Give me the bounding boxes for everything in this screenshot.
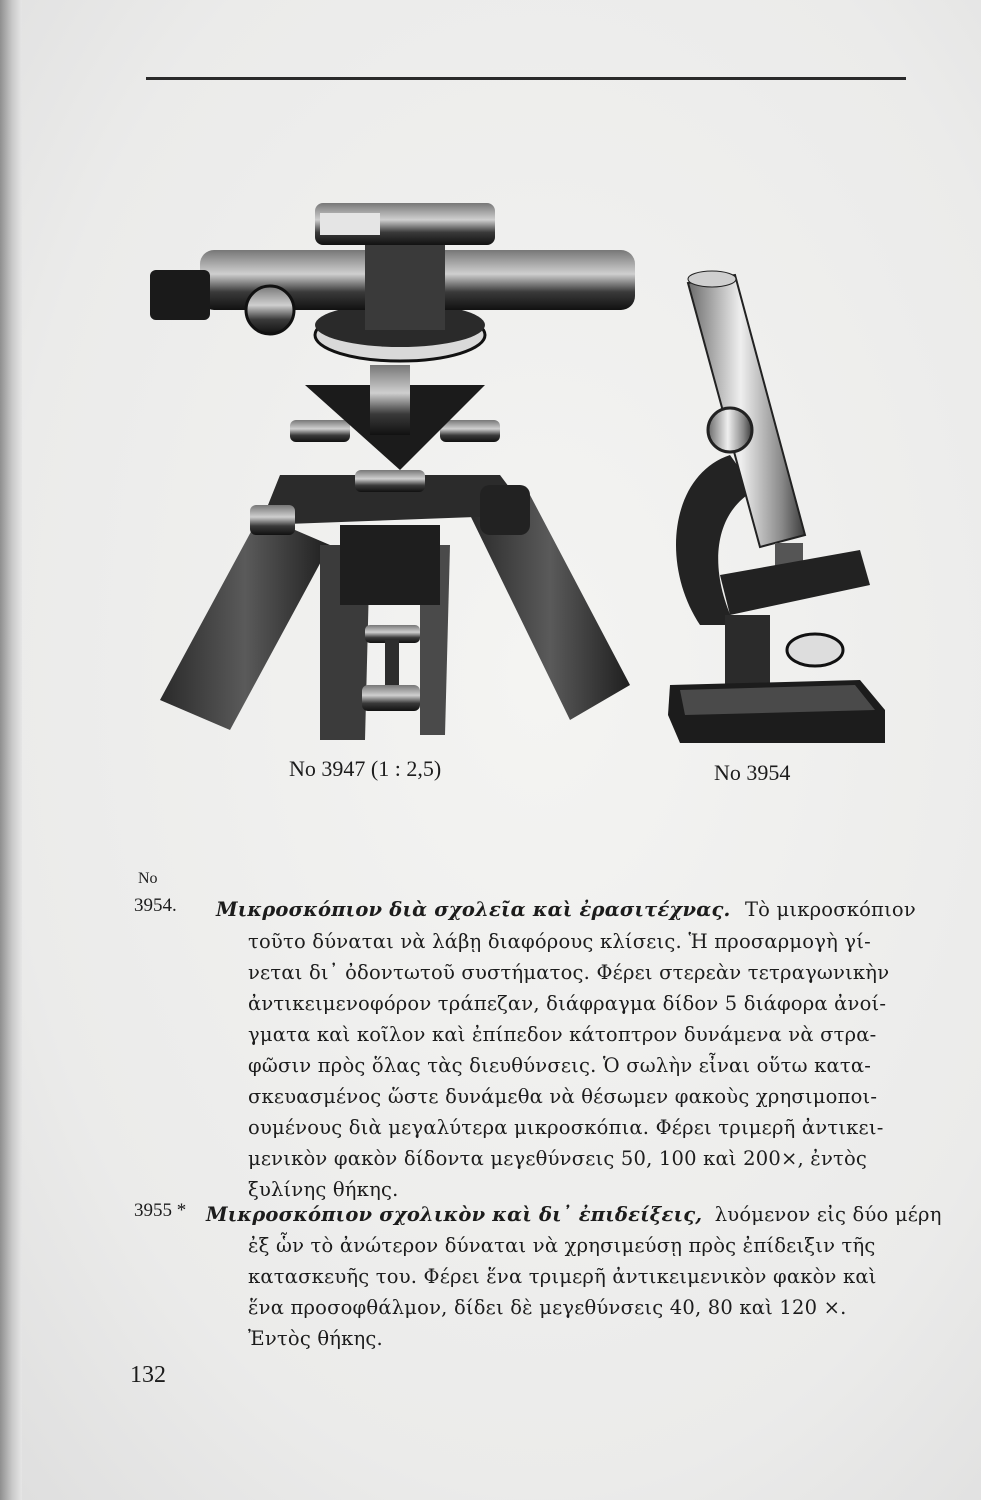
entry-line: ουμένους διὰ μεγαλύτερα μικροσκόπια. Φέρει τριμερῆ ἀντικει- [248,1116,884,1139]
microscope-illustration [660,265,890,745]
entry-first-line [216,898,916,921]
page-number: 132 [130,1362,166,1388]
entry-number-prefix: No [138,870,158,887]
entry-line: φῶσιν πρὸς ὅλας τὰς διευθύνσεις. Ὁ σωλὴν εἶναι οὕτω κατα- [248,1054,871,1077]
entry-first-line [206,1203,942,1226]
tripod-leg-left [160,515,330,730]
entry-line: ξυλίνης θήκης. [248,1178,399,1201]
entry-line: Ἐντὸς θήκης. [248,1327,383,1350]
tripod-caption: No 3947 (1 : 2,5) [289,756,442,781]
entry-line: ἕνα προσοφθάλμον, δίδει δὲ μεγεθύνσεις 40, 80 καὶ 120 ×. [248,1296,847,1319]
entry-line: κατασκευῆς του. Φέρει ἕνα τριμερῆ ἀντικειμενικὸν φακὸν καὶ [248,1265,877,1288]
book-spine-shadow [0,0,22,1500]
leveling-instrument-illustration [140,185,640,755]
entry-number: 3955 * [134,1200,187,1221]
entry-line: ἀντικειμενοφόρον τράπεζαν, διάφραγμα δίδον 5 διάφορα ἀνοί- [248,992,887,1015]
entry-title: Μικροσκόπιον σχολικὸν καὶ δι᾽ ἐπιδείξεις, [206,1203,703,1226]
header-rule [146,77,906,80]
entry-title: Μικροσκόπιον διὰ σχολεῖα καὶ ἐρασιτέχνας. [216,898,731,921]
entry-line: μενικὸν φακὸν δίδοντα μεγεθύνσεις 50, 100 καὶ 200×, ἐντὸς [248,1147,868,1170]
entry-first-line-text: Τὸ μικροσκόπιον [744,898,916,921]
entry-number: 3954. [134,895,177,916]
entry-line: ἐξ ὧν τὸ ἀνώτερον δύναται νὰ χρησιμεύσῃ πρὸς ἐπίδειξιν τῆς [248,1234,876,1257]
entry-line: νεται δι᾽ ὀδοντωτοῦ συστήματος. Φέρει στερεὰν τετραγωνικὴν [248,961,890,984]
microscope-caption: No 3954 [714,760,791,785]
entry-line: γματα καὶ κοῖλον καὶ ἐπίπεδον κάτοπτρον δυνάμενα νὰ στρα- [248,1023,877,1046]
entry-line: τοῦτο δύναται νὰ λάβῃ διαφόρους κλίσεις. Ἡ προσαρμογὴ γί- [248,930,871,953]
entry-first-line-text: λυόμενον εἰς δύο μέρη [714,1203,942,1226]
entry-line: σκευασμένος ὥστε δυνάμεθα νὰ θέσωμεν φακοὺς χρησιμοποι- [248,1085,878,1108]
